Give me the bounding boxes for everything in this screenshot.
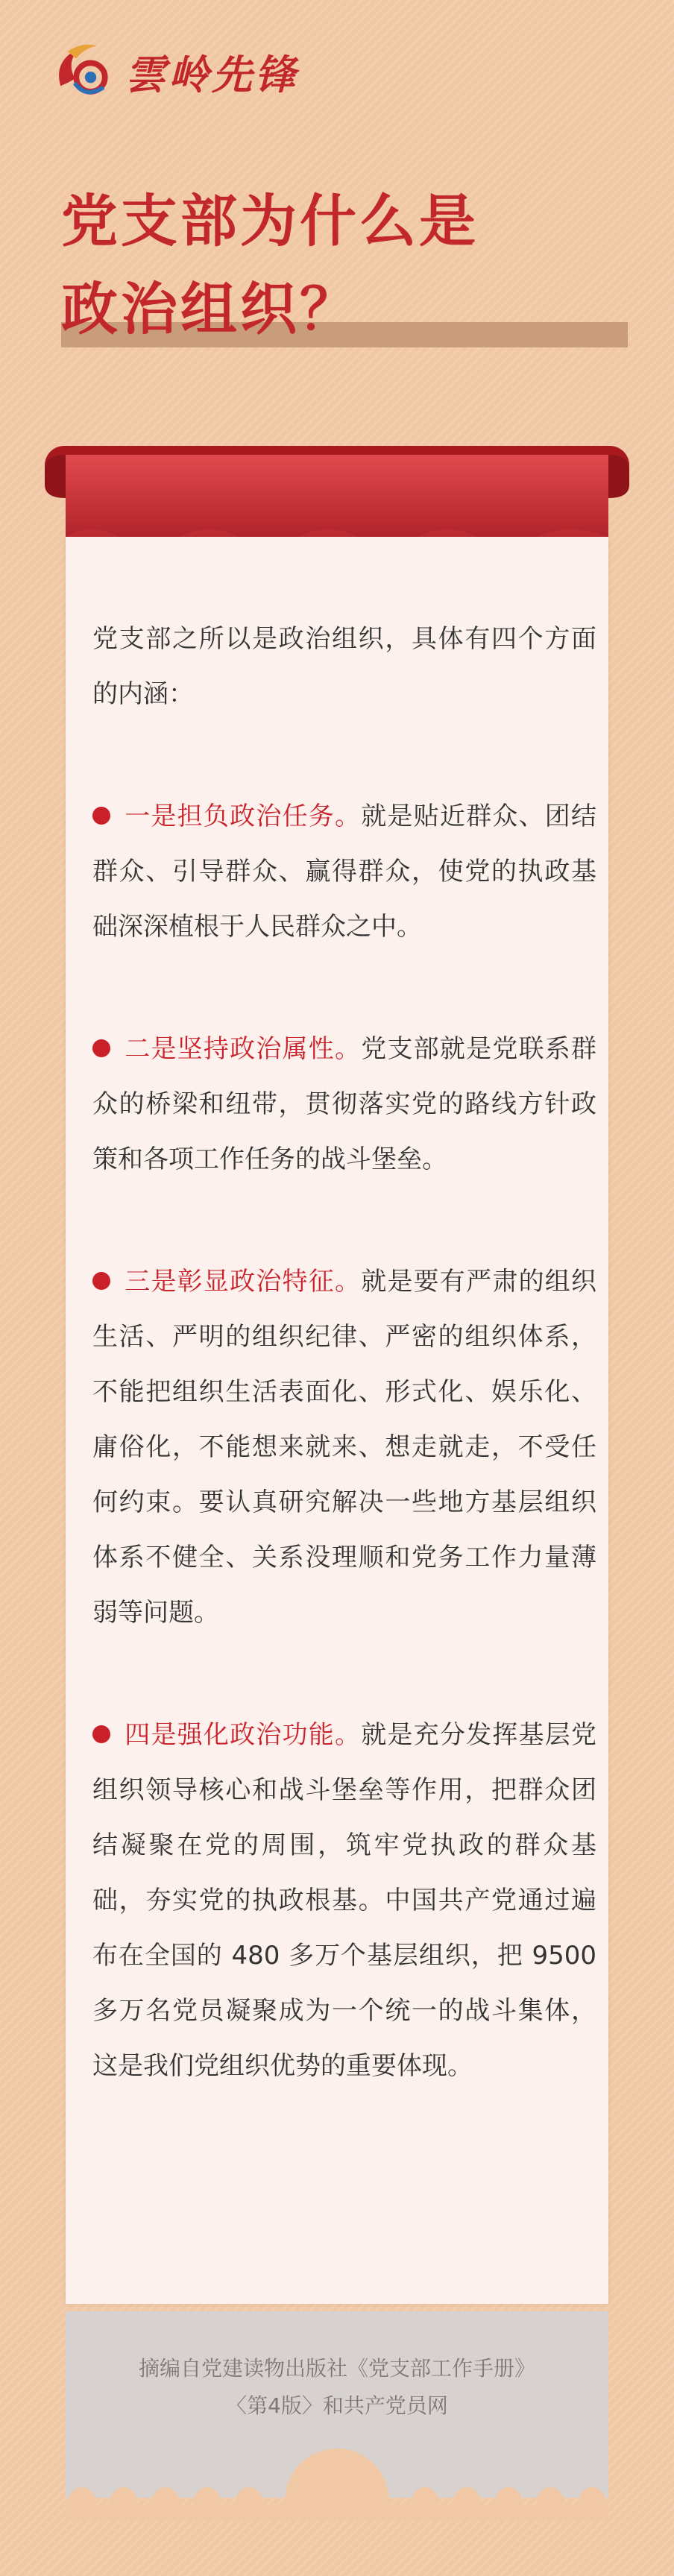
point-2-text: 党支部就是党联系群众的桥梁和纽带，贯彻落实党的路线方针政策和各项工作任务的战斗堡垒。 [92, 1034, 597, 1174]
source-line-1: 摘编自党建读物出版社《党支部工作手册》 [138, 2356, 535, 2381]
scalloped-edge [66, 2431, 608, 2520]
page-title-line-1: 党支部为什么是 [61, 188, 479, 254]
point-3-heading: 三是彰显政治特征。 [124, 1267, 362, 1297]
page-title [61, 177, 628, 353]
intro-paragraph: 党支部之所以是政治组织，具体有四个方面的内涵： [92, 624, 596, 709]
bullet-dot-icon [92, 1272, 110, 1290]
point-1 [92, 789, 596, 954]
brand-logo-text: 雲岭先锋 [125, 50, 298, 98]
bullet-dot-icon [92, 807, 110, 825]
point-3-text: 就是要有严肃的组织生活、严明的组织纪律、严密的组织体系，不能把组织生活表面化、形式化、娱乐化、庸俗化，不能想来就来、想走就走，不受任何约束。要认真研究解决一些地方基层组织体系不健全、关系没理顺和党务工作力量薄弱等问题。 [92, 1267, 597, 1628]
point-2-heading: 二是坚持政治属性。 [124, 1034, 362, 1064]
point-3 [92, 1254, 596, 1640]
brand-logo-icon [46, 36, 118, 107]
point-2 [92, 1021, 596, 1187]
bullet-dot-icon [92, 1725, 110, 1743]
brand-logo [46, 36, 298, 107]
point-4 [92, 1707, 596, 2094]
point-1-text: 就是贴近群众、团结群众、引导群众、赢得群众，使党的执政基础深深植根于人民群众之中。 [92, 802, 597, 942]
page-title-line-2: 政治组织？ [61, 276, 359, 342]
bullet-dot-icon [92, 1039, 110, 1057]
point-4-text: 就是充分发挥基层党组织领导核心和战斗堡垒等作用，把群众团结凝聚在党的周围，筑牢党执政的群众基础，夯实党的执政根基。中国共产党通过遍布在全国的 480 多万个基层组织，把 9500 多万名党员凝聚成为一个统一的战斗集体，这是我们党组织优势的重要体现。 [92, 1720, 597, 2081]
article-body [92, 611, 596, 2161]
point-1-heading: 一是担负政治任务。 [124, 802, 362, 831]
source-line-2: 〈第4版〉和共产党员网 [226, 2393, 448, 2418]
point-4-heading: 四是强化政治功能。 [124, 1720, 362, 1750]
